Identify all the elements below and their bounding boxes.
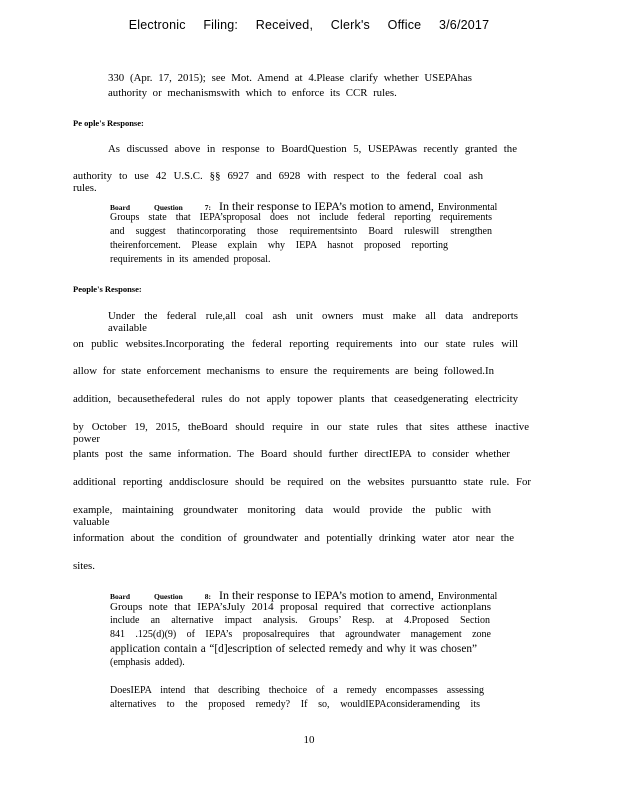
question-line: (emphasis added). — [110, 657, 185, 668]
text-line: authority to use 42 U.S.C. §§ 6927 and 6928 with respect to the federal coal ash rules. — [73, 170, 483, 194]
question-number: 7: — [204, 203, 212, 212]
paragraph-line — [108, 72, 472, 84]
paragraph-line: by October 19, 2015, theBoard should require in our state rules that sites atthese inactive power — [73, 421, 529, 445]
question-line: and suggest thatincorporating those requirementsinto Board ruleswill strengthen — [110, 226, 492, 237]
response-label: Pe ople's Response: — [73, 118, 144, 128]
response-label: People's Response: — [73, 284, 142, 294]
paragraph-line: information about the condition of groundwater and potentially drinking water ator near the — [73, 532, 514, 544]
paragraph-line: authority or mechanismswith which to enforce its CCR rules. — [108, 87, 397, 99]
board-label: Board — [110, 203, 131, 212]
page-number: 10 — [303, 734, 315, 746]
paragraph-line: on public websites.Incorporating the federal reporting requirements into our state rules will — [73, 338, 518, 350]
paragraph-line: allow for state enforcement mechanisms to ensure the requirements are being followed.In — [73, 365, 494, 377]
text-line: 330 (Apr. 17, 2015); see Mot. Amend at 4.Please clarify whether USEPAhas — [108, 72, 472, 84]
question-line: Groups state that IEPA’sproposal does not include federal reporting requirements — [110, 212, 492, 223]
question-line: requirements in its amended proposal. — [110, 254, 271, 265]
paragraph-line: additional reporting anddisclosure should be required on the websites pursuantto state rule. For — [73, 476, 531, 488]
text-line: As discussed above in response to BoardQuestion 5, USEPAwas recently granted the — [108, 143, 517, 155]
paragraph-line: Under the federal rule,all coal ash unit owners must make all data andreports available — [108, 310, 518, 334]
paragraph-line — [108, 143, 517, 155]
paragraph-line: addition, becausethefederal rules do not apply topower plants that ceasedgenerating electricity — [73, 393, 518, 405]
filing-header: Electronic Filing: Received, Clerk's Office 3/6/2017 — [128, 18, 490, 32]
paragraph-line — [73, 170, 483, 194]
paragraph-line: example, maintaining groundwater monitoring data would provide the public with valuable — [73, 504, 491, 528]
question-text: Environmental — [437, 591, 498, 602]
question-label: Question — [154, 592, 183, 601]
question-label: Question — [154, 203, 183, 212]
board-label: Board — [110, 592, 131, 601]
question-text: Environmental — [437, 202, 498, 213]
question-line: 841 .125(d)(9) of IEPA’s proposalrequires that agroundwater management zone — [110, 629, 491, 640]
question-line: Groups note that IEPA’sJuly 2014 proposal required that corrective actionplans — [110, 601, 491, 613]
question-lead: In their response to IEPA’s motion to amend, — [219, 199, 434, 213]
paragraph-line: plants post the same information. The Board should further directIEPA to consider whether — [73, 448, 510, 460]
question-line: application contain a “[d]escription of selected remedy and why it was chosen” — [110, 643, 477, 655]
question-line: include an alternative impact analysis. Groups’ Resp. at 4.Proposed Section — [110, 615, 490, 626]
question-number: 8: — [204, 592, 212, 601]
paragraph-line: sites. — [73, 560, 95, 572]
question-line: theirenforcement. Please explain why IEPA hasnot proposed reporting — [110, 240, 448, 251]
question-lead: In their response to IEPA’s motion to amend, — [219, 588, 434, 602]
question-line: DoesIEPA intend that describing thechoice of a remedy encompasses assessing — [110, 685, 484, 696]
question-line: alternatives to the proposed remedy? If so, wouldIEPAconsideramending its — [110, 699, 480, 710]
